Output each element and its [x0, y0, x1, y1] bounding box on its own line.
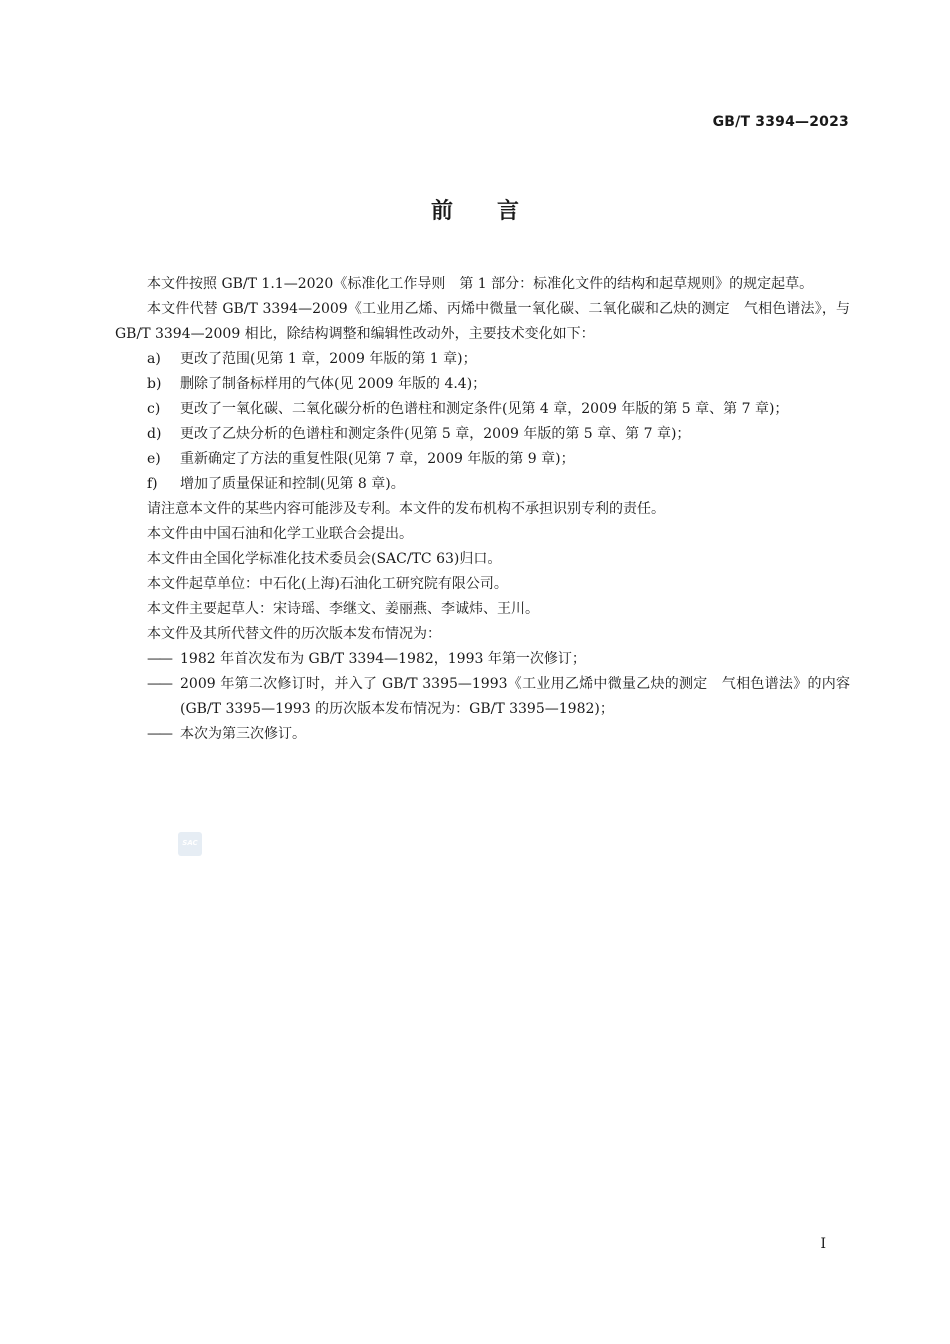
history-text: 1982 年首次发布为 GB/T 3394—1982，1993 年第一次修订；: [180, 651, 586, 667]
paragraph-drafters: 本文件主要起草人：宋诗瑶、李继文、姜丽燕、李诚炜、王川。: [147, 601, 539, 617]
paragraph-replacement: 本文件代替 GB/T 3394—2009《工业用乙烯、丙烯中微量一氧化碳、二氧化碳和乙炔的测定 气相色谱法》，与 GB/T 3394—2009 相比，除结构调整和编辑性改动外，主要技术变化如下：: [115, 301, 850, 342]
paragraph-drafting-unit: 本文件起草单位：中石化(上海)石油化工研究院有限公司。: [147, 576, 508, 592]
dash-marker: ——: [147, 651, 171, 667]
paragraph-patent-notice: 请注意本文件的某些内容可能涉及专利。本文件的发布机构不承担识别专利的责任。: [147, 501, 665, 517]
list-item: [115, 447, 850, 472]
list-marker: f): [147, 476, 158, 492]
list-text: 重新确定了方法的重复性限(见第 7 章，2009 年版的第 9 章)；: [180, 451, 575, 467]
page-number: I: [820, 1236, 826, 1252]
document-body: [115, 272, 850, 747]
list-item: [115, 372, 850, 397]
history-item: [115, 672, 850, 722]
history-item: [115, 647, 850, 672]
paragraph-proposer: 本文件由中国石油和化学工业联合会提出。: [147, 526, 413, 542]
list-item: [115, 472, 850, 497]
page-title: 前言: [430, 199, 563, 224]
list-item: [115, 397, 850, 422]
sac-logo-text: SAC: [182, 839, 198, 847]
list-text: 增加了质量保证和控制(见第 8 章)。: [180, 476, 405, 492]
list-text: 更改了范围(见第 1 章，2009 年版的第 1 章)；: [180, 351, 477, 367]
list-marker: a): [147, 351, 161, 367]
standard-code: GB/T 3394—2023: [712, 114, 849, 130]
list-text: 更改了一氧化碳、二氧化碳分析的色谱柱和测定条件(见第 4 章，2009 年版的第 5 章、第 7 章)；: [180, 401, 789, 417]
history-text: 2009 年第二次修订时，并入了 GB/T 3395—1993《工业用乙烯中微量乙炔的测定 气相色谱法》的内容(GB/T 3395—1993 的历次版本发布情况为：GB/T 3395—1982)；: [180, 676, 850, 717]
paragraph-history-intro: 本文件及其所代替文件的历次版本发布情况为：: [147, 626, 441, 642]
sac-logo-icon: [178, 832, 202, 856]
paragraph-committee: 本文件由全国化学标准化技术委员会(SAC/TC 63)归口。: [147, 551, 502, 567]
list-text: 删除了制备标样用的气体(见 2009 年版的 4.4)；: [180, 376, 487, 392]
list-text: 更改了乙炔分析的色谱柱和测定条件(见第 5 章，2009 年版的第 5 章、第 7 章)；: [180, 426, 691, 442]
list-marker: e): [147, 451, 161, 467]
dash-marker: ——: [147, 726, 171, 742]
list-marker: b): [147, 376, 162, 392]
history-item: [115, 722, 850, 747]
list-item: [115, 347, 850, 372]
list-marker: c): [147, 401, 161, 417]
history-text: 本次为第三次修订。: [180, 726, 306, 742]
dash-marker: ——: [147, 676, 171, 692]
paragraph-drafting-rules: 本文件按照 GB/T 1.1—2020《标准化工作导则 第 1 部分：标准化文件的结构和起草规则》的规定起草。: [147, 276, 814, 292]
list-marker: d): [147, 426, 162, 442]
list-item: [115, 422, 850, 447]
